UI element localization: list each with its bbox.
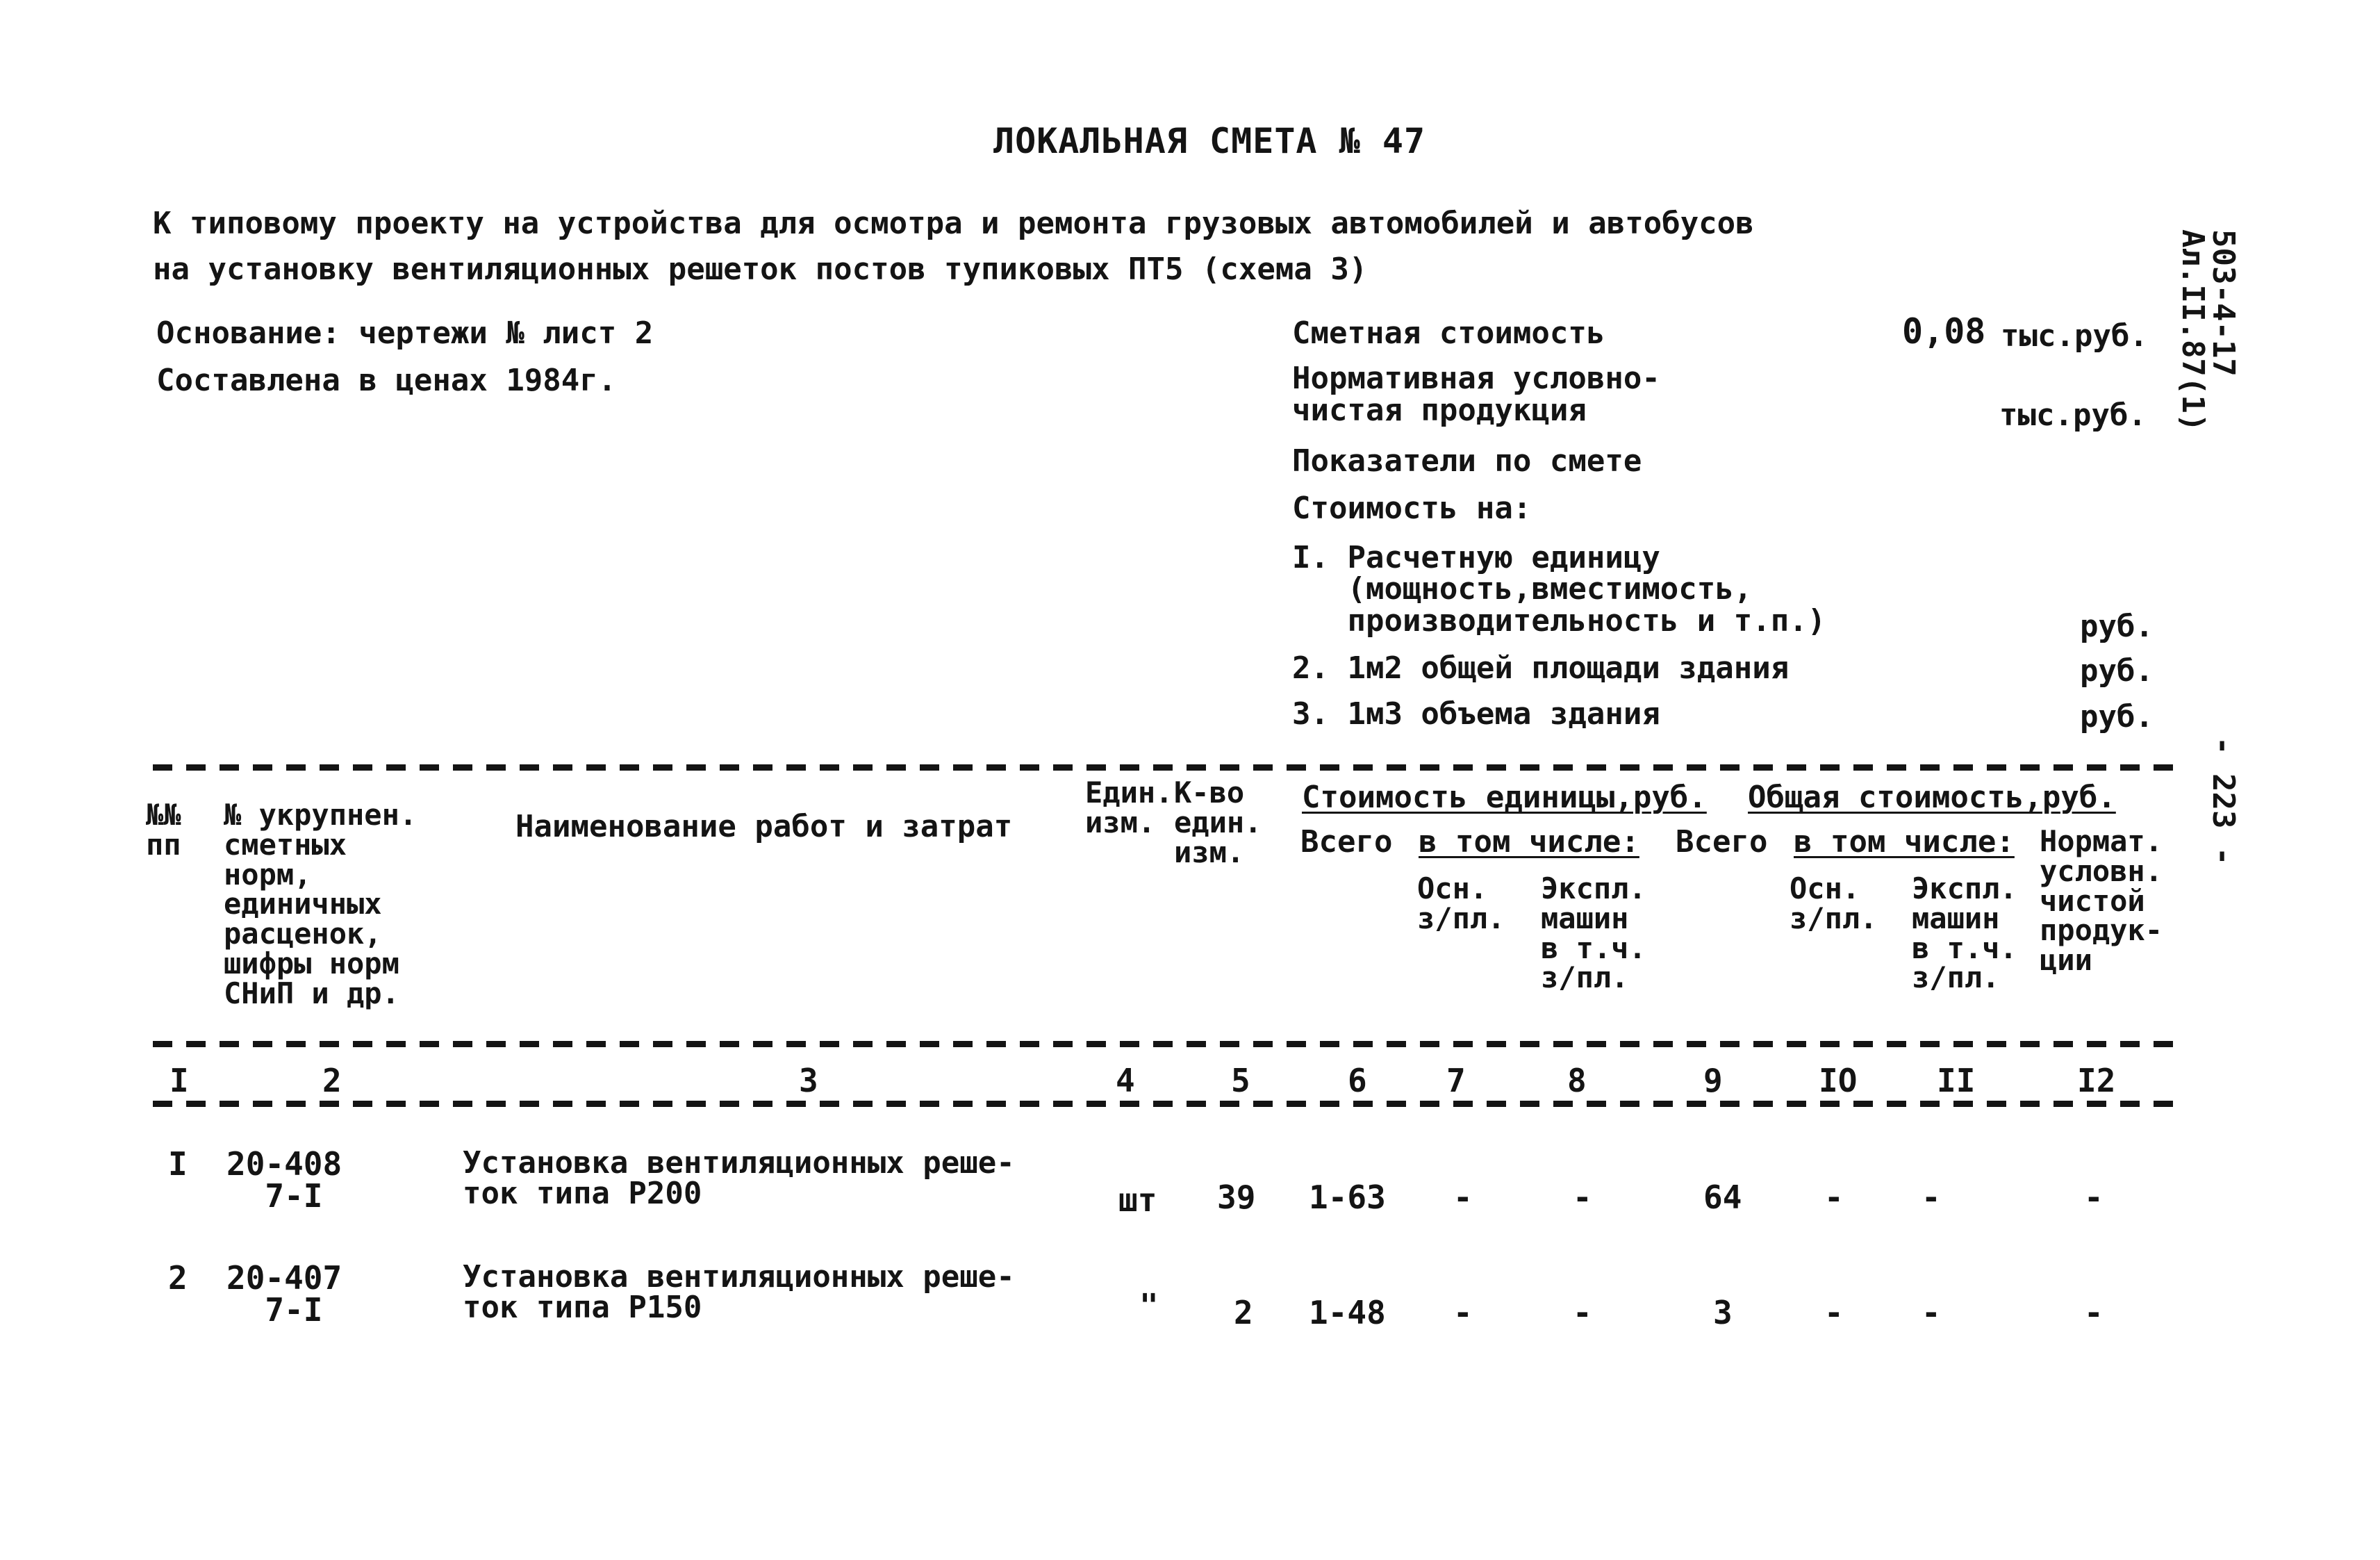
header-col-qty: К-во един. изм. <box>1174 775 1262 869</box>
side-code: 503-4-17 Ал.II.87(1) <box>2175 229 2241 432</box>
column-number: II <box>1937 1062 1976 1099</box>
header-total-cost-group: Общая стоимость,руб. <box>1748 780 2116 815</box>
header-col-total: Всего <box>1676 824 1768 860</box>
estimated-cost-value: 0,08 <box>1902 311 1986 352</box>
header-col-total-wage: Осн. з/пл. <box>1790 871 1878 935</box>
column-number: 6 <box>1348 1062 1367 1099</box>
header-col-total-machine: Экспл. машин в т.ч. з/пл. <box>1912 871 2017 995</box>
column-numbers-rule <box>153 1101 2181 1107</box>
normative-unit: тыс.руб. <box>1999 397 2147 433</box>
header-total-incl: в том числе: <box>1794 824 2015 860</box>
header-col-unit-total: Всего <box>1300 824 1393 860</box>
page-number: - 223 - <box>2206 737 2241 866</box>
row-normative: - <box>2084 1294 2104 1331</box>
header-col-name: Наименование работ и затрат <box>515 809 1013 844</box>
subtitle-line-1: К типовому проекту на устройства для осмотра и ремонта грузовых автомобилей и автобусов <box>153 206 1754 241</box>
row-total-wage: - <box>1824 1294 1844 1331</box>
indicator-item-1-unit: руб. <box>2080 609 2154 644</box>
row-code: 20-408 7-I <box>226 1145 342 1215</box>
row-total-machine: - <box>1922 1179 1941 1216</box>
column-number: 4 <box>1116 1062 1135 1099</box>
row-total: 3 <box>1713 1294 1733 1331</box>
basis-text: Основание: чертежи № лист 2 <box>156 315 654 351</box>
row-unit-machine: - <box>1573 1294 1592 1331</box>
header-bottom-rule <box>153 1041 2181 1047</box>
row-total-machine: - <box>1922 1294 1941 1331</box>
row-total-wage: - <box>1824 1179 1844 1216</box>
row-total: 64 <box>1703 1179 1742 1216</box>
row-normative: - <box>2084 1179 2104 1216</box>
header-col-normative: Нормат. условн. чистой продук- ции <box>2040 824 2163 978</box>
indicator-item-3: 3. 1м3 объема здания <box>1292 696 1660 732</box>
row-name: Установка вентиляционных реше- ток типа Р150 <box>463 1259 1015 1325</box>
column-number: 3 <box>799 1062 818 1099</box>
row-unit-machine: - <box>1573 1179 1592 1216</box>
header-unit-cost-group: Стоимость единицы,руб. <box>1302 780 1707 815</box>
row-unit-total: 1-48 <box>1309 1294 1386 1331</box>
header-col-num: №№ пп <box>146 798 181 862</box>
column-number: 2 <box>322 1062 342 1099</box>
column-number: I2 <box>2077 1062 2116 1099</box>
header-col-unit-wage: Осн. з/пл. <box>1417 871 1505 935</box>
row-number: 2 <box>168 1259 188 1297</box>
normative-label: Нормативная условно- чистая продукция <box>1292 361 1660 429</box>
estimated-cost-label: Сметная стоимость <box>1292 315 1605 351</box>
header-col-unit: Един. изм. <box>1085 775 1173 839</box>
row-qty: 2 <box>1234 1294 1253 1331</box>
indicator-item-3-unit: руб. <box>2080 699 2154 734</box>
row-qty: 39 <box>1217 1179 1256 1216</box>
row-code: 20-407 7-I <box>226 1259 342 1329</box>
subtitle-line-2: на установку вентиляционных решеток постов тупиковых ПТ5 (схема 3) <box>153 252 1368 287</box>
row-unit: " <box>1139 1287 1159 1324</box>
column-number: 8 <box>1567 1062 1587 1099</box>
indicators-label: Показатели по смете <box>1292 443 1642 479</box>
indicator-item-2-unit: руб. <box>2080 653 2154 689</box>
row-unit-wage: - <box>1453 1294 1473 1331</box>
compiled-text: Составлена в ценах 1984г. <box>156 363 617 398</box>
column-number: I <box>170 1062 189 1099</box>
row-unit-wage: - <box>1453 1179 1473 1216</box>
estimated-cost-unit: тыс.руб. <box>2001 318 2148 354</box>
header-col-unit-machine: Экспл. машин в т.ч. з/пл. <box>1541 871 1646 995</box>
row-name: Установка вентиляционных реше- ток типа Р200 <box>463 1145 1015 1211</box>
row-unit-total: 1-63 <box>1309 1179 1386 1216</box>
column-number: 9 <box>1703 1062 1723 1099</box>
column-number: 7 <box>1446 1062 1466 1099</box>
cost-for-label: Стоимость на: <box>1292 491 1532 526</box>
column-number: 5 <box>1231 1062 1250 1099</box>
row-number: I <box>168 1145 188 1183</box>
header-unit-incl: в том числе: <box>1419 824 1639 860</box>
header-col-code: № укрупнен. сметных норм, единичных расценок, шифры норм СНиП и др. <box>224 798 418 1010</box>
indicator-item-1: I. Расчетную единицу (мощность,вместимость, производительность и т.п.) <box>1292 540 1826 639</box>
column-number: IO <box>1819 1062 1858 1099</box>
page-title: ЛОКАЛЬНАЯ СМЕТА № 47 <box>993 121 1426 161</box>
indicator-item-2: 2. 1м2 общей площади здания <box>1292 650 1790 686</box>
table-top-rule <box>153 764 2181 771</box>
row-unit: шт <box>1118 1181 1157 1219</box>
